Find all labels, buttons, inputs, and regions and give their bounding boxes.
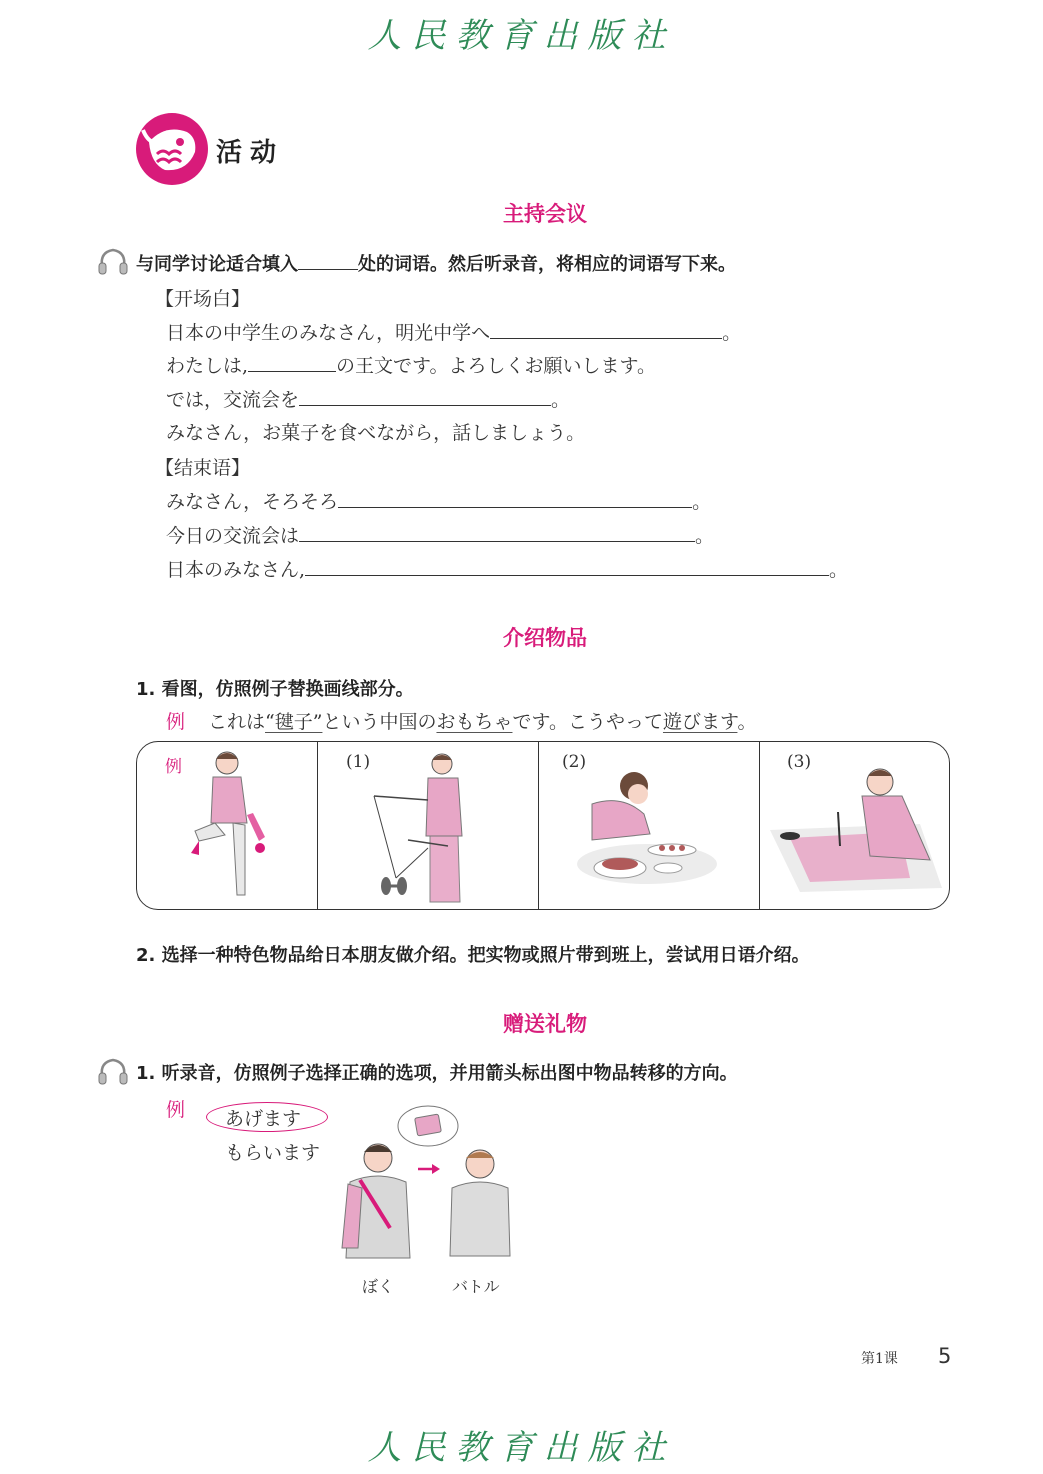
option-moraimasu[interactable]: もらいます xyxy=(225,1142,321,1164)
opening-line-3: では，交流会を 。 xyxy=(166,385,570,412)
illustration-diabolo xyxy=(368,750,478,912)
introduce-item-2: 2. 选择一种特色物品给日本朋友做介绍。把实物或照片带到班上，尝试用日语介绍。 xyxy=(136,945,810,966)
gift-example-label: 例 xyxy=(166,1099,186,1121)
closing-line-3: 日本のみなさん, 。 xyxy=(166,555,848,582)
section-title-introduce: 介绍物品 xyxy=(503,626,587,650)
section-title-gift: 赠送礼物 xyxy=(503,1012,587,1036)
closing-line-2: 今日の交流会は 。 xyxy=(166,521,714,548)
closing-line-1: みなさん，そろそろ 。 xyxy=(166,487,711,514)
illustration-calligraphy xyxy=(770,760,942,896)
opening-line-2: わたしは, の王文です。よろしくお願いします。 xyxy=(166,351,656,378)
activity-fish-icon xyxy=(135,112,209,186)
illustration-shuttlecock-kicking xyxy=(185,745,275,911)
boy-right-illustration xyxy=(444,1144,516,1264)
meeting-instruction: 与同学讨论适合填入 处的词语。然后听录音，将相应的词语写下来。 xyxy=(136,249,736,276)
gift-item-1: 1. 听录音，仿照例子选择正确的选项，并用箭头标出图中物品转移的方向。 xyxy=(136,1063,738,1084)
panel-divider xyxy=(317,742,318,909)
blank-field[interactable] xyxy=(338,487,692,508)
illustration-dough-figures xyxy=(572,764,722,894)
panel-label-example: 例 xyxy=(165,757,182,777)
panel-label-2: (2) xyxy=(562,752,587,772)
introduce-item-1: 1. 看图，仿照例子替换画线部分。 xyxy=(136,679,414,700)
option-agemasu[interactable]: あげます xyxy=(225,1108,302,1130)
publisher-header: 人民教育出版社 xyxy=(367,16,676,56)
blank-field[interactable] xyxy=(299,521,695,542)
blank-field[interactable] xyxy=(305,555,829,576)
transfer-arrow-icon xyxy=(418,1160,442,1179)
opening-line-4: みなさん，お菓子を食べながら，話しましょう。 xyxy=(166,422,586,444)
headphone-icon xyxy=(96,244,130,278)
label-batoru: バトル xyxy=(452,1277,500,1296)
boy-left-illustration xyxy=(338,1138,418,1264)
opening-label: 【开场白】 xyxy=(155,288,251,310)
closing-label: 【结束语】 xyxy=(155,457,251,479)
blank-field[interactable] xyxy=(490,318,722,339)
opening-line-1: 日本の中学生のみなさん，明光中学へ 。 xyxy=(166,318,741,345)
label-boku: ぼく xyxy=(362,1277,395,1296)
page-number: 5 xyxy=(938,1344,952,1368)
panel-divider xyxy=(538,742,539,909)
section-title-meeting: 主持会议 xyxy=(503,202,587,226)
panel-label-3: (3) xyxy=(787,752,812,772)
blank-field[interactable] xyxy=(299,385,551,406)
blank-field[interactable] xyxy=(248,351,336,372)
publisher-footer: 人民教育出版社 xyxy=(367,1428,676,1468)
example-sentence: これは“毽子”という中国のおもちゃです。こうやって遊びます。 xyxy=(208,711,757,733)
panel-divider xyxy=(759,742,760,909)
activity-title: 活动 xyxy=(216,138,285,168)
panel-label-1: (1) xyxy=(346,752,371,772)
headphone-icon xyxy=(96,1054,130,1088)
lesson-label: 第1课 xyxy=(861,1351,898,1367)
example-label: 例 xyxy=(166,711,186,733)
